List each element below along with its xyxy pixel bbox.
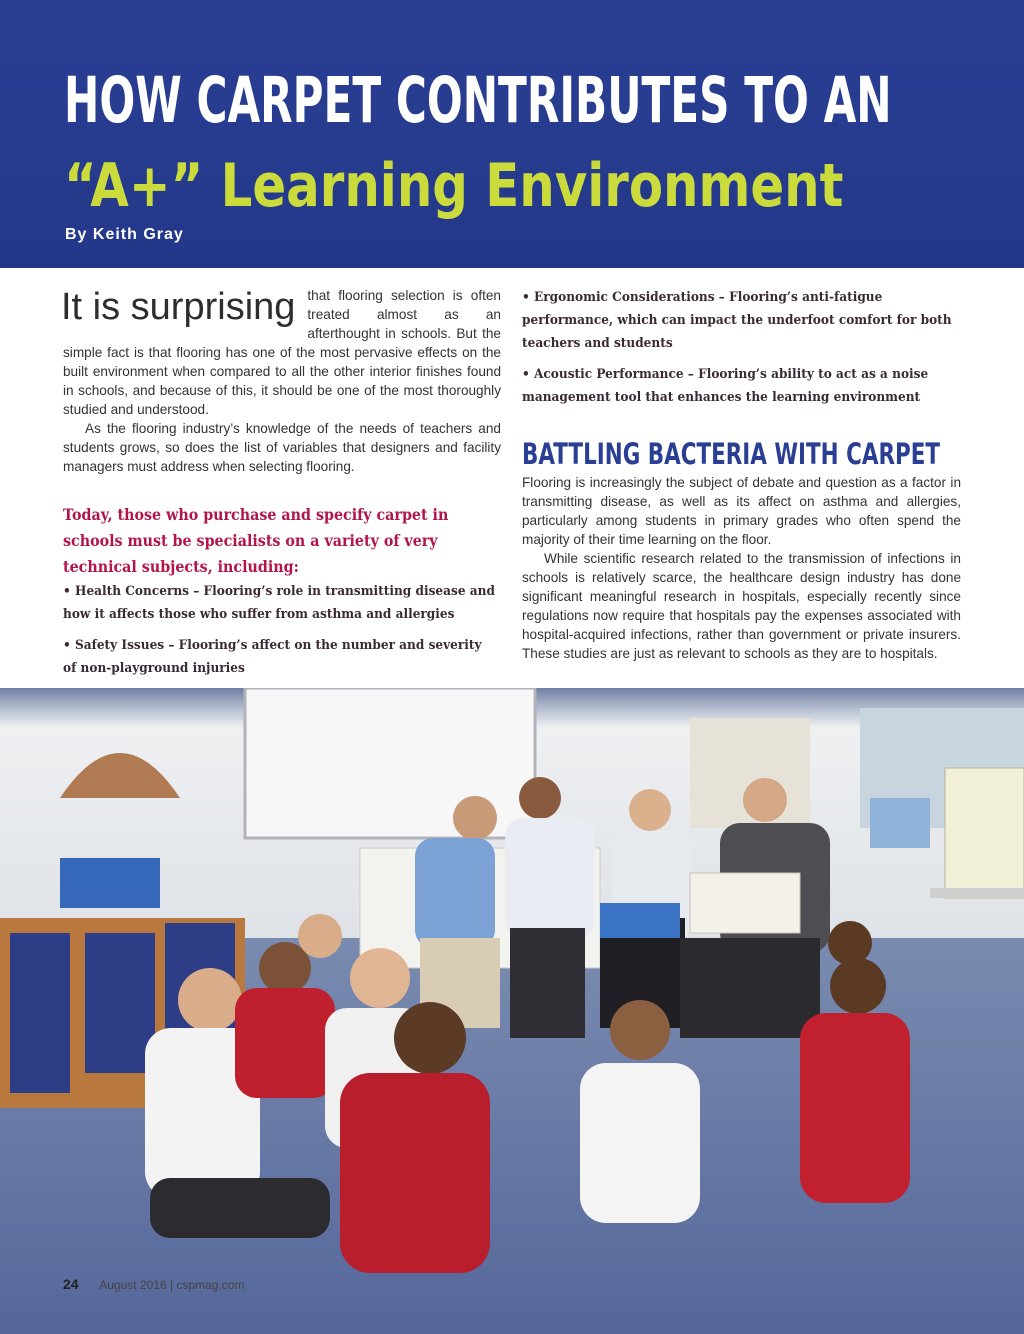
- section-heading: BATTLING BACTERIA WITH CARPET: [522, 437, 941, 471]
- pull-quote: Today, those who purchase and specify carpet in schools must be specialists on a variety of very technical subjects, including:: [63, 505, 449, 576]
- byline: By Keith Gray: [65, 226, 184, 243]
- article-title: HOW CARPET CONTRIBUTES TO AN: [64, 64, 892, 137]
- bullet-ergonomic: • Ergonomic Considerations – Flooring’s anti-fatigue performance, which can impact the underfoot comfort for both teachers and students: [522, 290, 952, 351]
- bullet-list-left: [63, 580, 501, 680]
- title-banner: [0, 0, 1024, 268]
- intro-text: that flooring selection is often treated almost as an afterthought in schools. But the simple fact is that flooring has one of the most pervasive effects on the built environment when compared to all the other interior finishes found in schools, and because of this, it should be one of the most thoroughly studied and understood.: [63, 288, 501, 417]
- right-column: [522, 286, 961, 663]
- issue-info: August 2016 | cspmag.com: [99, 1278, 245, 1292]
- bullet-safety: • Safety Issues – Flooring’s affect on the number and severity of non-playground injuries: [63, 638, 482, 676]
- classroom-photo: [0, 688, 1024, 1334]
- intro-paragraph: [63, 286, 501, 419]
- lead-word: It is surprising: [61, 286, 296, 328]
- classroom-illustration: [0, 688, 1024, 1334]
- bullet-health: • Health Concerns – Flooring’s role in transmitting disease and how it affects those who suffer from asthma and allergies: [63, 584, 495, 622]
- left-column: [63, 286, 501, 688]
- page-number: 24: [63, 1276, 79, 1292]
- body-paragraph: As the flooring industry’s knowledge of the needs of teachers and students grows, so does the list of variables that designers and facility managers must address when selecting flooring.: [63, 421, 501, 474]
- article-title-highlight: “A+” Learning Environment: [64, 151, 844, 221]
- section-paragraph-2: While scientific research related to the transmission of infections in schools is relatively scarce, the healthcare design industry has done significant meaningful research in hospitals, especially recently since regulations now require that hospitals pay the expenses associated with hospital-acquired infections, rather than government or private insurers. These studies are just as relevant to schools as they are to hospitals.: [522, 551, 961, 661]
- section-paragraph-1: Flooring is increasingly the subject of debate and question as a factor in transmitting disease, as well as its affect on asthma and allergies, particularly among students in primary grades who often spend the majority of their time learning on the floor.: [522, 475, 961, 547]
- bullet-acoustic: • Acoustic Performance – Flooring’s ability to act as a noise management tool that enhances the learning environment: [522, 367, 929, 405]
- page-footer: [63, 1276, 244, 1292]
